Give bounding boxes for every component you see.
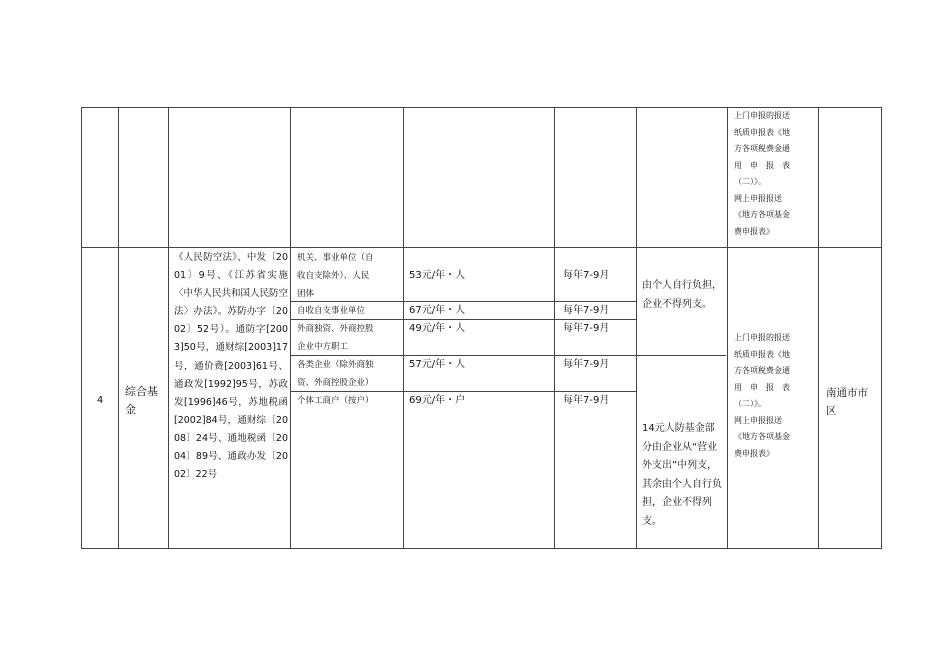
payment-note: 14元人防基金部分由企业从“营业外支出”中列支，其余由个人自行负担，企业不得列支。: [642, 423, 722, 527]
filing-note-line: （二）》。: [734, 399, 766, 408]
filing-note-line: 方各项税费金通: [734, 366, 790, 375]
column-divider: [118, 107, 119, 549]
entity-type-line: 收自支除外）、人民: [297, 271, 370, 281]
entity-type: 自收自支事业单位: [297, 306, 366, 316]
filing-note-line: 用 申 报 表: [734, 160, 790, 170]
payment-note: 由个人自行负担，企业不得列支。: [642, 280, 722, 310]
column-divider: [403, 107, 404, 549]
fund-name-line: 综合基: [125, 385, 158, 398]
filing-note-line: 纸质申报表《地: [734, 349, 790, 359]
fund-name-line: 金: [125, 403, 136, 416]
rate: 53元/年・人: [409, 270, 466, 281]
column-divider: [727, 107, 728, 549]
row-divider: [81, 247, 882, 248]
entity-type-line: 各类企业（除外商独: [297, 360, 374, 370]
period: 每年7-9月: [563, 270, 610, 281]
entity-type-line: 外商独资、外商控股: [297, 324, 374, 334]
entity-type: [297, 320, 374, 356]
filing-note-line: 《地方各项基金: [734, 210, 790, 219]
entity-type-line: 团体: [297, 289, 315, 299]
entity-type: [297, 356, 374, 392]
entity-type-line: 资、外商控股企业）: [297, 378, 374, 388]
period: 每年7-9月: [563, 305, 610, 316]
filing-note-line: 方各项税费金通: [734, 144, 790, 153]
legal-basis: 《人民防空法》、中发〔2001〕9号、《江苏省实施〈中华人民共和国人民防空法〉办法》。苏防办字〔2002〕52号）。通防字[2003]50号，通财综[2003]17号，通价费[2003]61号、通政发[1992]95号，苏政发[1996]46号，苏地税函[2002]84号，通财综〔2008〕24号、通地税函〔2004〕89号、通政办发〔2002〕22号: [174, 252, 289, 481]
column-divider: [636, 107, 637, 549]
region: 南通市市区: [826, 387, 868, 417]
period: 每年7-9月: [563, 359, 610, 370]
column-divider: [554, 107, 555, 549]
entity-type: [297, 249, 374, 303]
column-divider: [290, 107, 291, 549]
entity-type-line: 机关、事业单位（自: [297, 253, 374, 263]
rate: 67元/年・人: [409, 305, 466, 316]
rate: 49元/年・人: [409, 323, 466, 334]
filing-note-line: 《地方各项基金: [734, 432, 790, 441]
entity-type: 个体工商户（按户）: [297, 396, 374, 406]
table-right-border: [881, 107, 882, 549]
filing-note-line: （二）》。: [734, 177, 766, 186]
filing-note-line: 上门申报的报送: [734, 111, 790, 120]
row-index: 4: [96, 395, 104, 406]
table-bottom-border: [81, 548, 882, 549]
period: 每年7-9月: [563, 323, 610, 334]
filing-note-line: 纸质申报表《地: [734, 127, 790, 137]
filing-note-line: 费申报表》: [734, 448, 774, 458]
filing-note-top: [734, 108, 820, 240]
filing-note-line: 费申报表》: [734, 226, 774, 236]
filing-note-line: 网上申报报送: [734, 193, 782, 203]
fund-name: [125, 383, 158, 419]
filing-note: [734, 330, 820, 462]
rate: 69元/年・户: [409, 395, 466, 406]
filing-note-line: 网上申报报送: [734, 415, 782, 425]
period: 每年7-9月: [563, 395, 610, 406]
table-left-border: [81, 107, 82, 549]
rate: 57元/年・人: [409, 359, 466, 370]
entity-type-line: 企业中方职工: [297, 342, 349, 352]
filing-note-line: 上门申报的报送: [734, 333, 790, 342]
filing-note-line: 用 申 报 表: [734, 382, 790, 392]
column-divider: [168, 107, 169, 549]
